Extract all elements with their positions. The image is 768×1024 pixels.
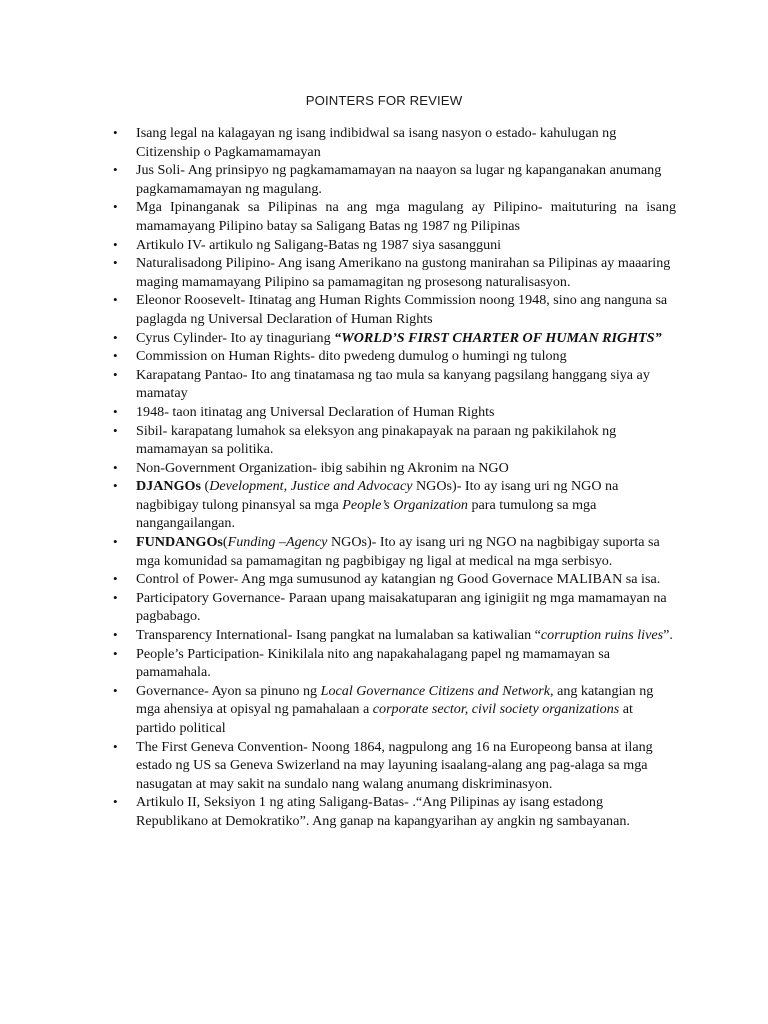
bullet-icon: • [113, 645, 118, 661]
item-text: corruption ruins lives [540, 627, 664, 644]
list-item [113, 236, 676, 255]
list-item [113, 589, 676, 626]
list-item [113, 254, 676, 291]
item-text: People’s Organization [342, 496, 468, 513]
item-text: para tumulong sa mga nangangailangan. [136, 496, 597, 532]
bullet-icon: • [113, 348, 118, 364]
item-text: ”. [663, 627, 673, 644]
list-item [113, 645, 676, 682]
item-text: NGOs)- Ito ay isang uri ng NGO na nagbibigay tulong pinansyal sa mga [136, 478, 619, 513]
list-item [113, 793, 676, 830]
item-text: NGOs)- Ito ay isang uri ng NGO na nagbibigay suporta sa mga komunidad sa pamamagitan ng pagbibigay ng ligal at medical na mga serbisyo. [136, 534, 660, 569]
item-text: ( [222, 534, 228, 551]
bullet-icon: • [113, 478, 118, 494]
item-text: Participatory Governance- Paraan upang maisakatuparan ang iginigiit ng mga mamamayan na pagbabago. [136, 589, 667, 625]
list-item [113, 366, 676, 403]
bullet-icon: • [113, 236, 118, 252]
item-text: Karapatang Pantao- Ito ang tinatamasa ng tao mula sa kanyang pagsilang hanggang siya ay mamatay [136, 366, 650, 402]
bullet-icon: • [113, 794, 118, 810]
item-text: Governance- Ayon sa pinuno ng [136, 682, 321, 699]
item-text: 1948- taon itinatag ang Universal Declaration of Human Rights [136, 403, 495, 420]
review-pointers-list [113, 124, 676, 831]
item-text: ( [201, 478, 210, 495]
page-title: POINTERS FOR REVIEW [305, 93, 463, 108]
list-item [113, 533, 676, 570]
bullet-icon: • [113, 459, 118, 475]
list-item [113, 161, 676, 198]
bullet-icon: • [113, 255, 118, 271]
item-text: Commission on Human Rights- dito pwedeng dumulog o humingi ng tulong [136, 348, 567, 365]
item-text: corporate sector, civil society organizations [372, 701, 620, 718]
bullet-icon: • [113, 738, 118, 754]
list-item [113, 347, 676, 366]
item-text: The First Geneva Convention- Noong 1864, nagpulong ang 16 na Europeong bansa at ilang estado ng US sa Geneva Swizerland na may layuning isaalang-alang ang pag-alaga sa mga nasugatan at may sakit na sundalo nang walang anumang diskriminasyon. [136, 738, 653, 792]
bullet-icon: • [113, 292, 118, 308]
list-item [113, 198, 676, 235]
item-text: Eleonor Roosevelt- Itinatag ang Human Rights Commission noong 1948, sino ang nanguna sa paglagda ng Universal Declaration of Human Rights [136, 292, 668, 327]
item-text: Isang legal na kalagayan ng isang indibidwal sa isang nasyon o estado- kahulugan ng Citizenship o Pagkamamamayan [136, 125, 617, 160]
item-text: “WORLD’S FIRST CHARTER OF HUMAN RIGHTS” [334, 329, 662, 346]
list-item [113, 329, 676, 348]
item-text: Naturalisadong Pilipino- Ang isang Amerikano na gustong manirahan sa Pilipinas ay maaaring maging mamamayang Pilipino sa pamamagitan ng prosesong naturalisasyon. [136, 255, 671, 290]
bullet-icon: • [113, 199, 118, 215]
bullet-icon: • [113, 162, 118, 178]
item-text: Artikulo II, Seksiyon 1 ng ating Saligang-Batas- .“Ang Pilipinas ay isang estadong Republikano at Demokratiko”. Ang ganap na kapangyarihan ay angkin ng sambayanan. [136, 794, 630, 829]
list-item [113, 124, 676, 161]
item-text: Control of Power- Ang mga sumusunod ay katangian ng Good Governace MALIBAN sa isa. [136, 571, 661, 588]
bullet-icon: • [113, 422, 118, 438]
item-text: , ang katangian ng mga ahensiya at opisyal ng pamahalaan a [136, 682, 654, 718]
item-text: Sibil- karapatang lumahok sa eleksyon ang pinakapayak na paraan ng pakikilahok ng mamamayan sa politika. [136, 422, 617, 458]
item-text: DJANGOs [136, 478, 201, 495]
list-item [113, 403, 676, 422]
bullet-icon: • [113, 571, 118, 587]
bullet-icon: • [113, 589, 118, 605]
item-text: at partido political [136, 701, 633, 736]
item-text: FUNDANGOs [136, 534, 223, 551]
list-item [113, 570, 676, 589]
bullet-icon: • [113, 329, 118, 345]
item-text: Local Governance Citizens and Network [320, 682, 551, 699]
item-text: Cyrus Cylinder- Ito ay tinaguriang [136, 329, 335, 346]
list-item [113, 626, 676, 645]
item-text: Artikulo IV- artikulo ng Saligang-Batas ng 1987 siya sasangguni [136, 236, 502, 253]
list-item [113, 738, 676, 794]
item-text: Transparency International- Isang pangkat na lumalaban sa katiwalian “ [136, 627, 541, 644]
bullet-icon: • [113, 125, 118, 140]
list-item [113, 291, 676, 328]
list-item [113, 477, 676, 533]
item-text: Development, Justice and Advocacy [209, 478, 413, 495]
list-item [113, 422, 676, 459]
item-text: Jus Soli- Ang prinsipyo ng pagkamamamayan na naayon sa lugar ng kapanganakan anumang pagkamamamayan ng magulang. [136, 162, 662, 197]
list-item [113, 459, 676, 478]
bullet-icon: • [113, 682, 118, 698]
bullet-icon: • [113, 534, 118, 550]
item-text: Mga Ipinanganak sa Pilipinas na ang mga magulang ay Pilipino- maituturing na isang mamamayang Pilipino batay sa Saligang Batas ng 1987 ng Pilipinas [136, 199, 676, 234]
bullet-icon: • [113, 627, 118, 643]
item-text: Non-Government Organization- ibig sabihin ng Akronim na NGO [136, 459, 509, 476]
list-item [113, 682, 676, 738]
item-text: People’s Participation- Kinikilala nito ang napakahalagang papel ng mamamayan sa pamamahala. [136, 645, 610, 681]
bullet-icon: • [113, 366, 118, 382]
bullet-icon: • [113, 403, 118, 419]
item-text: Funding –Agency [227, 534, 328, 551]
